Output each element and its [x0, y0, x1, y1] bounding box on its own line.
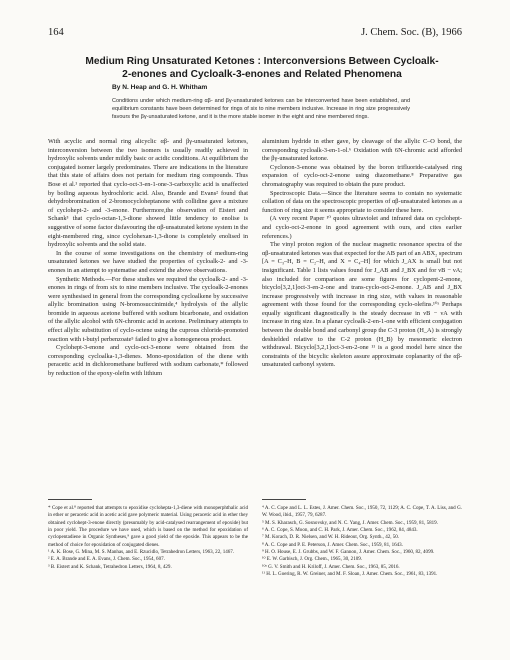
left-text-column [48, 138, 248, 379]
body-paragraph: The vinyl proton region of the nuclear magnetic resonance spectra of the αβ-unsaturated ketones was that expected for the AB part of an ABX₂ spectrum [A = C₃–H, B = C₂–H, and X = C₄–H] for which J_AX is small but not insignificant. Table 1 lists values found for J_AB and J_BX and for νB − νA; also included for comparison are some figures for cyclopent-2-enone, bicyclo[3,2,1]oct-3-en-2-one and trans-cyclo-oct-2-enone. J_AB and J_BX increase progressively with increase in ring size, with values in reasonable agreement with those found for the corresponding cyclo-olefins.¹⁰ᵃ Perhaps equally significant diagnostically is the steady decrease in νB − νA with increase in ring size. In a planar cycloalk-2-en-1-one with efficient conjugation between the double bond and carbonyl group the C-3 proton (H_A) is strongly deshielded relative to the C-2 proton (H_B) by mesomeric electron withdrawal. Bicyclo[3,2,1]oct-3-en-2-one ¹¹ is a good model here since the constraints of the bicyclic skeleton assure approximate coplanarity of the αβ-unsaturated carbonyl system. [262, 241, 462, 369]
footnote: ¹¹ H. L. Goering, R. W. Greiner, and M. F. Sloan, J. Amer. Chem. Soc., 1961, 83, 1391. [262, 571, 438, 578]
footnote: ⁷ M. Korach, D. R. Nielsen, and W. H. Rideout, Org. Synth., 42, 50. [262, 534, 400, 541]
footnote: ⁹ H. O. House, E. J. Grubbs, and W. F. Gannon, J. Amer. Chem. Soc., 1960, 82, 4099. [262, 549, 435, 556]
journal-citation: J. Chem. Soc. (B), 1966 [361, 27, 462, 38]
footnote: ³ B. Eistert and K. Schank, Tetrahedron Letters, 1964, 8, 429. [48, 563, 172, 570]
body-paragraph: (A very recent Paper ¹⁰ quotes ultraviolet and infrared data on cyclohept- and cyclo-oct-2-enone in good agreement with ours, and cites earlier references.) [262, 215, 462, 240]
footnote: ⁵ M. S. Kharasch, G. Sosnovsky, and N. C. Yang, J. Amer. Chem. Soc., 1959, 81, 5819. [262, 519, 438, 526]
body-paragraph: Spectroscopic Data.—Since the literature seems to contain no systematic collation of data on the spectroscopic properties of αβ-unsaturated ketones as a function of ring size it seems appropriate to consider these here. [262, 189, 462, 214]
article-abstract: Conditions under which medium-ring αβ- and βγ-unsaturated ketones can be interconverted have been established, and equilibrium constants have been determined for rings of six to nine members inclusive. Increase in ring size progressively favours the βγ-unsaturated ketone, and it is the more stable isomer in the eight and nine membered rings. [112, 98, 410, 120]
running-header [48, 27, 462, 41]
footnote-divider [48, 499, 92, 500]
body-paragraph: Synthetic Methods.—For these studies we required the cycloalk-2- and -3-enones in rings of from six to nine members inclusive. The cycloalk-2-enones were synthesised in general from the corresponding cycloalkene by successive allylic bromination using N-bromosuccinimide,⁴ hydrolysis of the allylic bromide in aqueous acetone buffered with sodium bicarbonate, and oxidation of the allylic alcohol with 6N-chromic acid in acetone. Preliminary attempts to effect allylic substitution of cyclo-octene using the cuprous chloride-promoted reaction with t-butyl perbenzoate⁵ failed to give a homogeneous product. [48, 275, 248, 343]
footnote-divider [262, 499, 306, 500]
footnote: ⁸ A. C. Cope and P. E. Peterson, J. Amer. Chem. Soc., 1959, 81, 1643. [262, 541, 403, 548]
body-paragraph: aluminium hydride in ether gave, by cleavage of the allylic C–O bond, the corresponding cycloalk-3-en-1-ol.⁶ Oxidation with 6N-chromic acid afforded the βγ-unsaturated ketone. [262, 138, 462, 163]
footnote: * Cope et al.⁸ reported that attempts to epoxidise cyclohepta-1,3-diene with monoperphthalic acid in ether or peracetic acid in acetic acid gave polymeric material. Using peracetic acid in ether they obtained cyclohept-3-enone directly (presumably by acid-catalysed rearrangement of epoxide) but in poor yield. The procedure we have used, which is based on the method for epoxidation of cyclopentadiene in Organic Syntheses,⁹ gave a good yield of the epoxide. This appears to be the method of choice for epoxidation of conjugated dienes. [48, 505, 248, 548]
left-footnotes [48, 505, 248, 571]
page-number: 164 [48, 27, 64, 38]
footnote: ⁴ A. C. Cope and L. L. Estes, J. Amer. Chem. Soc., 1950, 72, 1129; A. C. Cope, T. A. Liss, and G. W. Wood, ibid., 1957, 79, 6287. [262, 505, 462, 519]
article-authors: By N. Heap and G. H. Whitham [112, 84, 208, 91]
article-title: Medium Ring Unsaturated Ketones : Interconversions Between Cycloalk-2-enones and Cycloalk-3-enones and Related Phenomena [85, 56, 439, 80]
right-footnotes [262, 505, 462, 578]
footnote: ⁶ A. C. Cope, S. Moon, and C. H. Park, J. Amer. Chem. Soc., 1962, 84, 4843. [262, 527, 418, 534]
right-text-column [262, 138, 462, 370]
footnote: ¹⁰ᵃ G. V. Smith and H. Kriloff, J. Amer. Chem. Soc., 1963, 85, 2016. [262, 563, 400, 570]
body-paragraph: In the course of some investigations on the chemistry of medium-ring unsaturated ketones we have studied the properties of cycloalk-2- and -3-enones in an attempt to systematise and extend the above observations. [48, 249, 248, 274]
body-paragraph: Cyclohept-3-enone and cyclo-oct-3-enone were obtained from the corresponding cycloalka-1,3-dienes. Mono-epoxidation of the diene with peracetic acid in dichloromethane buffered with sodium carbonate,* followed by reduction of the epoxy-olefin with lithium [48, 344, 248, 378]
footnote: ¹ A. K. Bose, G. Mina, M. S. Manhas, and E. Rzucidlo, Tetrahedron Letters, 1963, 22, 1467. [48, 549, 235, 556]
body-paragraph: With acyclic and normal ring alicyclic αβ- and βγ-unsaturated ketones, interconversion between the two isomers is usually readily achieved in hydroxylic solvents under mildly basic or acidic conditions. At equilibrium the conjugated isomer largely predominates. There are indications in the literature that this state of affairs does not pertain for medium ring compounds. Thus Bose et al.¹ reported that cyclo-oct-3-en-1-one-3-carboxylic acid is unaffected by boiling aqueous hydrochloric acid. Also, Brande and Evans² found that dehydrobromination of 2-bromocycloheptanone with collidine gave a mixture of cyclohept-2- and -3-enone. Furthermore,the observation of Eistert and Schank³ that cyclo-octan-1,3-dione showed little tendency to enolise is suggestive of some factor disfavouring the αβ-unsaturated ketone system in the eight-membered ring, since cyclohexan-1,3-dione is completely enolised in hydroxylic solvents and the solid state. [48, 138, 248, 249]
footnote: ² E. A. Brande and E. A. Evans, J. Chem. Soc., 1954, 607. [48, 556, 165, 563]
footnote: ¹⁰ E. W. Garbisch, J. Org. Chem., 1965, 30, 2109. [262, 556, 363, 563]
body-paragraph: Cyclonon-3-enone was obtained by the boron trifluoride-catalysed ring expansion of cyclo-oct-2-enone using diazomethane.⁸ Preparative gas chromatography was required to obtain the pure product. [262, 163, 462, 188]
